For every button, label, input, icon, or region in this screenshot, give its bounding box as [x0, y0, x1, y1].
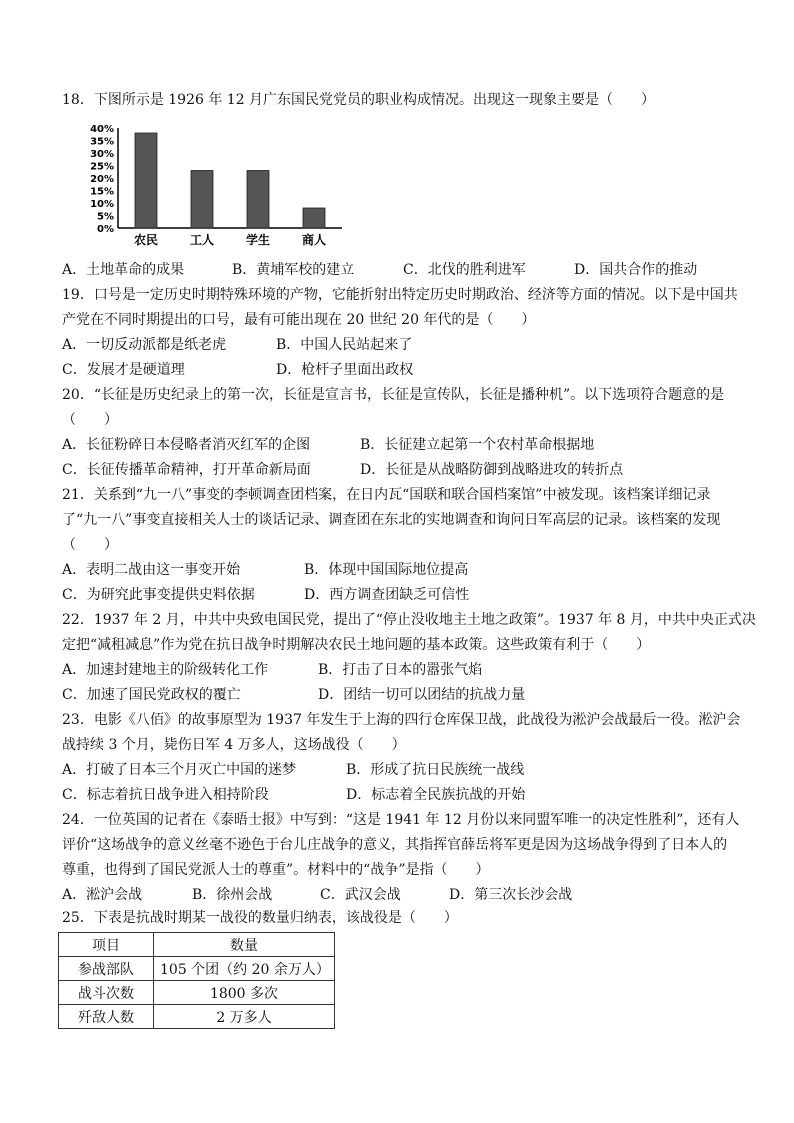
q18-option-c[interactable]: C．北伐的胜利进军 [403, 262, 526, 278]
table-row [59, 957, 335, 981]
q23-stem-line2: 战持续 3 个月，毙伤日军 4 万多人，这场战役（ ） [62, 737, 406, 753]
y-tick-label: 5% [97, 211, 114, 223]
y-tick-label: 10% [90, 199, 114, 210]
q20-stem-line1: 20．“长征是历史纪录上的第一次，长征是宣言书，长征是宣传队，长征是播种机”。以下选项符合题意的是 [62, 387, 725, 403]
bar-chart [80, 120, 350, 250]
y-tick-label: 30% [90, 149, 114, 160]
y-tick-label: 20% [90, 174, 114, 185]
bar [247, 171, 269, 229]
x-tick-label: 学生 [245, 233, 271, 247]
table-row [59, 1005, 335, 1029]
y-tick-label: 25% [90, 161, 114, 173]
table-cell: 战斗次数 [59, 981, 154, 1005]
q20-option-c[interactable]: C．长征传播革命精神，打开革命新局面 [62, 462, 311, 478]
y-tick-label: 35% [90, 136, 114, 148]
q22-option-a[interactable]: A．加速封建地主的阶级转化工作 [62, 662, 269, 678]
q20-option-b[interactable]: B．长征建立起第一个农村革命根据地 [360, 437, 595, 453]
x-tick-label: 商人 [301, 233, 327, 247]
q24-option-c[interactable]: C．武汉会战 [320, 887, 401, 903]
q21-stem-line1: 21．关系到“九一八”事变的李顿调查团档案，在日内瓦“国联和联合国档案馆”中被发现。该档案详细记录 [62, 487, 711, 503]
q24-option-a[interactable]: A．淞沪会战 [62, 887, 143, 903]
q20-option-d[interactable]: D．长征是从战略防御到战略进攻的转折点 [360, 462, 624, 478]
bar [135, 133, 157, 228]
table-header-cell: 项目 [59, 933, 154, 957]
table-cell: 105 个团（约 20 余万人） [154, 957, 335, 981]
q25-stem: 25．下表是抗战时期某一战役的数量归纳表，该战役是（ ） [62, 910, 458, 926]
q19-option-a[interactable]: A．一切反动派都是纸老虎 [62, 337, 227, 353]
q21-option-b[interactable]: B．体现中国国际地位提高 [304, 562, 469, 578]
table-cell: 歼敌人数 [59, 1005, 154, 1029]
x-tick-label: 农民 [133, 233, 159, 247]
q23-stem-line1: 23．电影《八佰》的故事原型为 1937 年发生于上海的四行仓库保卫战，此战役为淞沪会战最后一役。淞沪会 [62, 712, 741, 728]
q19-stem-line2: 产党在不同时期提出的口号，最有可能出现在 20 世纪 20 年代的是（ ） [62, 312, 536, 328]
q21-option-a[interactable]: A．表明二战由这一事变开始 [62, 562, 241, 578]
q24-stem-line3: 尊重，也得到了国民党派人士的尊重”。材料中的“战争”是指（ ） [62, 862, 490, 878]
q19-stem-line1: 19．口号是一定历史时期特殊环境的产物，它能折射出特定历史时期政治、经济等方面的情况。以下是中国共 [62, 287, 738, 303]
q21-option-d[interactable]: D．西方调查团缺乏可信性 [304, 587, 470, 603]
table-header-row [59, 933, 335, 957]
x-tick-label: 工人 [189, 233, 215, 247]
q19-option-c[interactable]: C．发展才是硬道理 [62, 362, 185, 378]
table-cell: 2 万多人 [154, 1005, 335, 1029]
q23-option-a[interactable]: A．打破了日本三个月灭亡中国的迷梦 [62, 762, 297, 778]
q21-stem-line2: 了“九一八”事变直接相关人士的谈话记录、调查团在东北的实地调查和询问日军高层的记录。该档案的发现 [62, 512, 721, 528]
q20-option-a[interactable]: A．长征粉碎日本侵略者消灭红军的企图 [62, 437, 311, 453]
q24-option-d[interactable]: D．第三次长沙会战 [449, 887, 573, 903]
q19-option-b[interactable]: B．中国人民站起来了 [276, 337, 413, 353]
q23-option-c[interactable]: C．标志着抗日战争进入相持阶段 [62, 787, 269, 803]
q24-option-b[interactable]: B．徐州会战 [192, 887, 273, 903]
table-cell: 参战部队 [59, 957, 154, 981]
q22-option-b[interactable]: B．打击了日本的嚣张气焰 [318, 662, 483, 678]
q18-option-d[interactable]: D．国共合作的推动 [574, 262, 698, 278]
table-header-cell: 数量 [154, 933, 335, 957]
table-row [59, 981, 335, 1005]
table-cell: 1800 多次 [154, 981, 335, 1005]
q19-option-d[interactable]: D．枪杆子里面出政权 [276, 362, 414, 378]
q18-option-a[interactable]: A．土地革命的成果 [62, 262, 185, 278]
q24-stem-line2: 评价“这场战争的意义丝毫不逊色于台儿庄战争的意义，其指挥官薛岳将军更是因为这场战争得到了日本人的 [62, 837, 728, 853]
bar [303, 208, 325, 228]
q22-stem-line1: 22．1937 年 2 月，中共中央致电国民党，提出了“停止没收地主土地之政策”。1937 年 8 月，中共中央正式决 [62, 612, 756, 628]
q23-option-d[interactable]: D．标志着全民族抗战的开始 [346, 787, 526, 803]
q21-stem-line3: （ ） [62, 537, 118, 553]
q20-stem-line2: （ ） [62, 412, 118, 428]
q21-option-c[interactable]: C．为研究此事变提供史料依据 [62, 587, 255, 603]
q18-stem: 18．下图所示是 1926 年 12 月广东国民党党员的职业构成情况。出现这一现象主要是（ ） [62, 92, 656, 108]
q22-option-d[interactable]: D．团结一切可以团结的抗战力量 [318, 687, 526, 703]
q22-option-c[interactable]: C．加速了国民党政权的覆亡 [62, 687, 241, 703]
bar [191, 171, 213, 229]
q18-option-b[interactable]: B．黄埔军校的建立 [232, 262, 355, 278]
q23-option-b[interactable]: B．形成了抗日民族统一战线 [346, 762, 525, 778]
y-tick-label: 40% [90, 124, 114, 135]
q24-stem-line1: 24．一位英国的记者在《泰晤士报》中写到：“这是 1941 年 12 月份以来同盟军唯一的决定性胜利”，还有人 [62, 812, 740, 828]
y-tick-label: 0% [97, 224, 114, 235]
summary-table [58, 932, 335, 1029]
q22-stem-line2: 定把“减租减息”作为党在抗日战争时期解决农民土地问题的基本政策。这些政策有利于（ ） [62, 637, 651, 653]
y-tick-label: 15% [90, 186, 114, 198]
